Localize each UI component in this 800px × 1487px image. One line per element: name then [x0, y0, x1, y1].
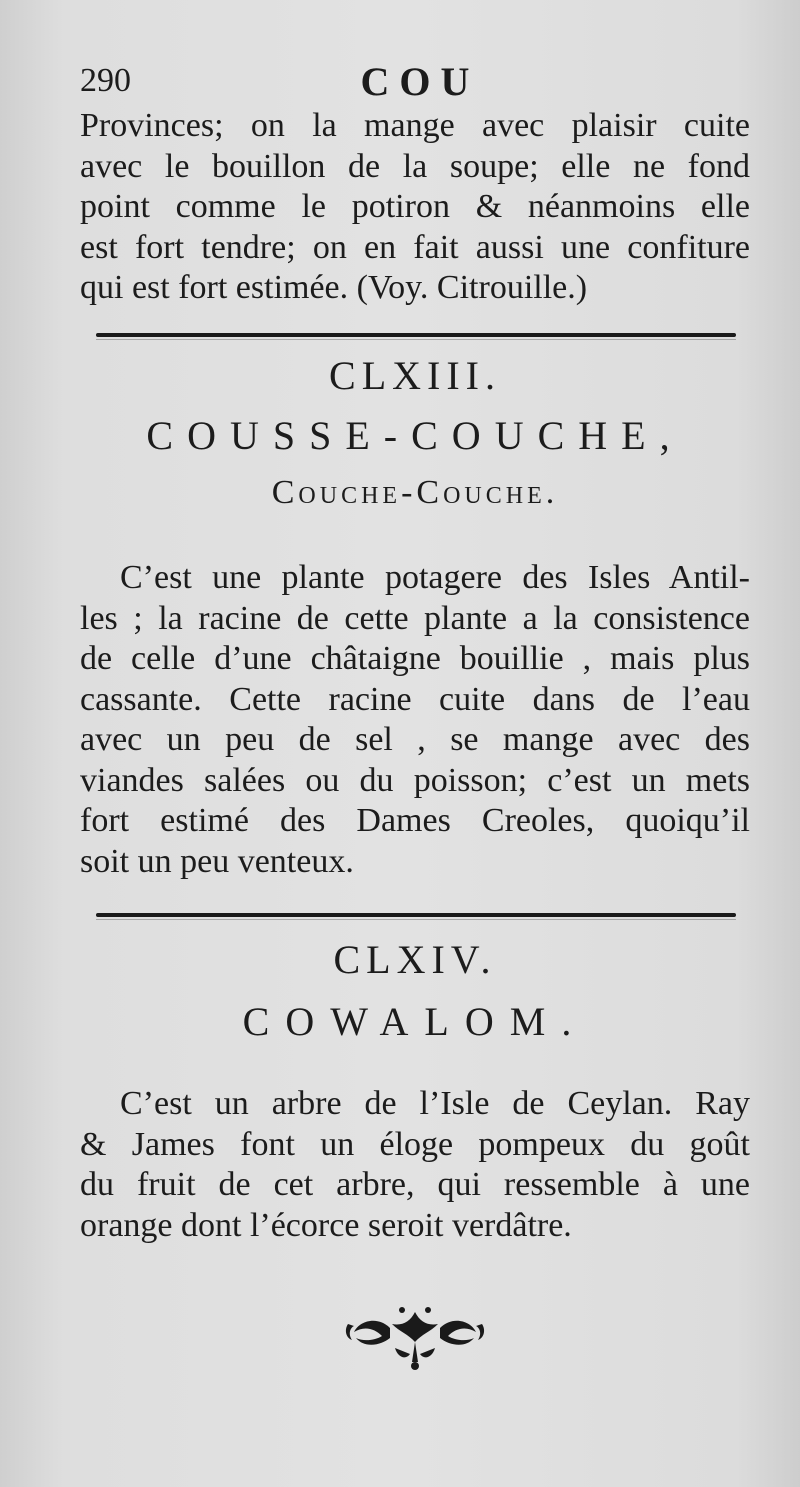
text-line: les ; la racine de cette plante a la consistence [80, 599, 750, 637]
section-divider [96, 913, 736, 917]
text-line: du fruit de cet arbre, qui ressemble à une [80, 1166, 750, 1203]
text-line: C’est une plante potagere des Isles Antil- [120, 559, 750, 596]
page-number: 290 [80, 62, 131, 99]
text-line: avec un peu de sel , se mange avec des [80, 721, 750, 758]
text-line: avec le bouillon de la soupe; elle ne fond [80, 147, 750, 185]
text-line: viandes salées ou du poisson; c’est un mets [80, 761, 750, 799]
entry-numeral: CLXIV. [333, 937, 497, 982]
page-header [80, 58, 760, 102]
floral-ornament-icon [340, 1302, 490, 1372]
running-head: COU [360, 59, 480, 104]
text-line: Provinces; on la mange avec plaisir cuite [80, 107, 750, 144]
text-line: cassante. Cette racine cuite dans de l’eau [80, 680, 750, 718]
text-line: soit un peu venteux. [80, 842, 354, 880]
entry-numeral: CLXIII. [329, 353, 501, 398]
entry-title: COUSSE-COUCHE, [146, 413, 684, 458]
entry-subtitle: Couche-Couche. [271, 474, 559, 511]
text-line: point comme le potiron & néanmoins elle [80, 188, 750, 225]
entry-title: COWALOM. [242, 999, 588, 1044]
text-line: C’est un arbre de l’Isle de Ceylan. Ray [120, 1085, 750, 1122]
entry-body [80, 558, 750, 882]
text-line: de celle d’une châtaigne bouillie , mais plus [80, 640, 750, 677]
top-paragraph [80, 106, 750, 309]
text-line: orange dont l’écorce seroit verdâtre. [80, 1206, 572, 1244]
text-line: & James font un éloge pompeux du goût [80, 1125, 750, 1163]
text-line: fort estimé des Dames Creoles, quoiqu’il [80, 802, 750, 839]
section-divider [96, 333, 736, 337]
text-line: qui est fort estimée. (Voy. Citrouille.) [80, 269, 588, 306]
text-line: est fort tendre; on en fait aussi une confiture [80, 228, 750, 266]
entry-body [80, 1084, 750, 1246]
